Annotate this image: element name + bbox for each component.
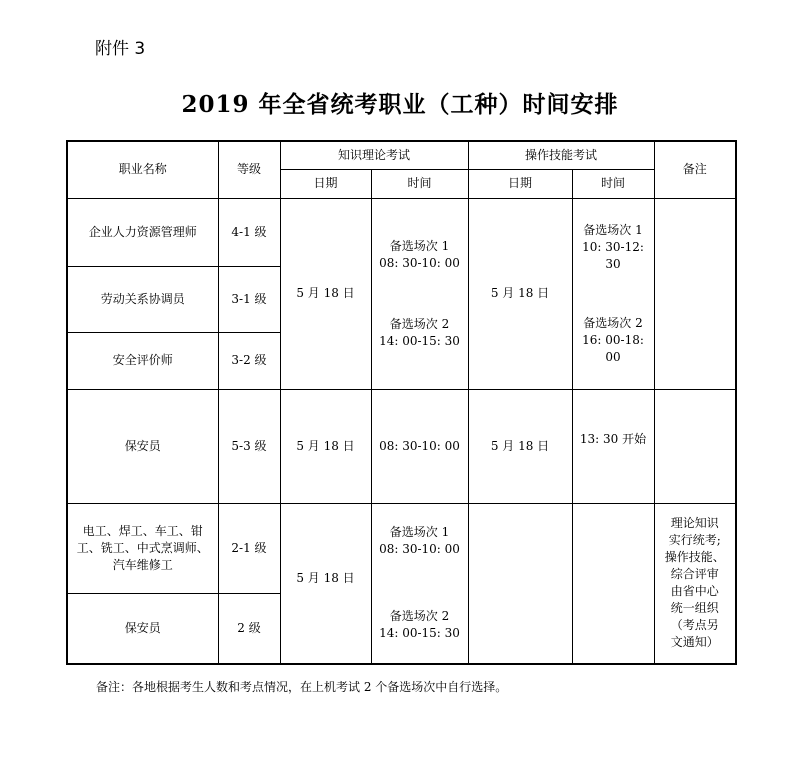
occupation-cell: 劳动关系协调员 bbox=[67, 266, 218, 332]
theory-slot-label: 备选场次 1 bbox=[389, 238, 450, 253]
header-skill-time: 时间 bbox=[572, 169, 654, 198]
skill-slot-time-cont: 00 bbox=[605, 349, 621, 364]
remark-cell bbox=[654, 198, 736, 389]
level-cell: 3-2 级 bbox=[218, 332, 280, 389]
theory-slot-label: 备选场次 2 bbox=[389, 316, 450, 331]
level-cell: 2-1 级 bbox=[218, 503, 280, 593]
theory-date-cell: 5 月 18 日 bbox=[280, 503, 371, 664]
theory-slot-time: 08: 30-10: 00 bbox=[379, 542, 460, 557]
level-cell: 2 级 bbox=[218, 593, 280, 664]
table-row bbox=[67, 503, 736, 593]
skill-time-cell bbox=[572, 198, 654, 389]
header-theory-date: 日期 bbox=[280, 169, 371, 198]
header-skill-exam: 操作技能考试 bbox=[468, 141, 654, 169]
attachment-label: 附件 3 bbox=[95, 39, 146, 59]
occupation-line: 汽车维修工 bbox=[112, 557, 173, 572]
header-skill-date: 日期 bbox=[468, 169, 572, 198]
remark-line: 理论知识 bbox=[670, 516, 719, 531]
header-theory-time: 时间 bbox=[371, 169, 468, 198]
skill-date-cell: 5 月 18 日 bbox=[468, 389, 572, 503]
footnote: 备注：各地根据考生人数和考点情况，在上机考试 2 个备选场次中自行选择。 bbox=[96, 680, 508, 694]
table-row bbox=[67, 198, 736, 266]
page-title: 2019 年全省统考职业（工种）时间安排 bbox=[181, 91, 619, 118]
occupation-cell: 保安员 bbox=[67, 593, 218, 664]
skill-slot-time-cont: 30 bbox=[605, 256, 621, 271]
table-row bbox=[67, 389, 736, 503]
theory-date-cell: 5 月 18 日 bbox=[280, 198, 371, 389]
skill-slot-label: 备选场次 2 bbox=[583, 315, 643, 330]
theory-slot-label: 备选场次 1 bbox=[389, 525, 450, 540]
occupation-line: 工、铣工、中式烹调师、 bbox=[76, 540, 209, 555]
schedule-table bbox=[66, 140, 737, 665]
remark-line: 实行统考; bbox=[668, 533, 721, 548]
occupation-line: 电工、焊工、车工、钳 bbox=[82, 523, 203, 538]
level-cell: 4-1 级 bbox=[218, 198, 280, 266]
skill-date-cell bbox=[468, 503, 572, 664]
occupation-cell bbox=[67, 503, 218, 593]
theory-slot-time: 08: 30-10: 00 bbox=[379, 255, 460, 270]
remark-line: 由省中心 bbox=[670, 584, 719, 599]
occupation-cell: 企业人力资源管理师 bbox=[67, 198, 218, 266]
header-occupation: 职业名称 bbox=[67, 141, 218, 198]
skill-time-cell bbox=[572, 503, 654, 664]
theory-slot-time: 14: 00-15: 30 bbox=[379, 333, 460, 348]
theory-date-cell: 5 月 18 日 bbox=[280, 389, 371, 503]
theory-slot-label: 备选场次 2 bbox=[389, 609, 450, 624]
header-level: 等级 bbox=[218, 141, 280, 198]
remark-line: 操作技能、 bbox=[664, 550, 725, 565]
theory-time-cell bbox=[371, 503, 468, 664]
remark-cell bbox=[654, 389, 736, 503]
remark-line: 统一组织 bbox=[670, 601, 719, 616]
skill-slot-label: 备选场次 1 bbox=[583, 222, 643, 237]
header-remark: 备注 bbox=[654, 141, 736, 198]
skill-slot-time: 10: 30-12: bbox=[582, 239, 644, 254]
header-row-1 bbox=[67, 141, 736, 169]
skill-time-cell: 13: 30 开始 bbox=[572, 389, 654, 503]
remark-line: 文通知） bbox=[670, 635, 719, 650]
theory-time-cell: 08: 30-10: 00 bbox=[371, 389, 468, 503]
skill-date-cell: 5 月 18 日 bbox=[468, 198, 572, 389]
skill-slot-time: 16: 00-18: bbox=[582, 332, 644, 347]
occupation-cell: 保安员 bbox=[67, 389, 218, 503]
occupation-cell: 安全评价师 bbox=[67, 332, 218, 389]
theory-time-cell bbox=[371, 198, 468, 389]
theory-slot-time: 14: 00-15: 30 bbox=[379, 626, 460, 641]
level-cell: 3-1 级 bbox=[218, 266, 280, 332]
remark-line: （考点另 bbox=[670, 618, 719, 633]
level-cell: 5-3 级 bbox=[218, 389, 280, 503]
header-theory-exam: 知识理论考试 bbox=[280, 141, 468, 169]
remark-line: 综合评审 bbox=[670, 567, 719, 582]
remark-cell bbox=[654, 503, 736, 664]
